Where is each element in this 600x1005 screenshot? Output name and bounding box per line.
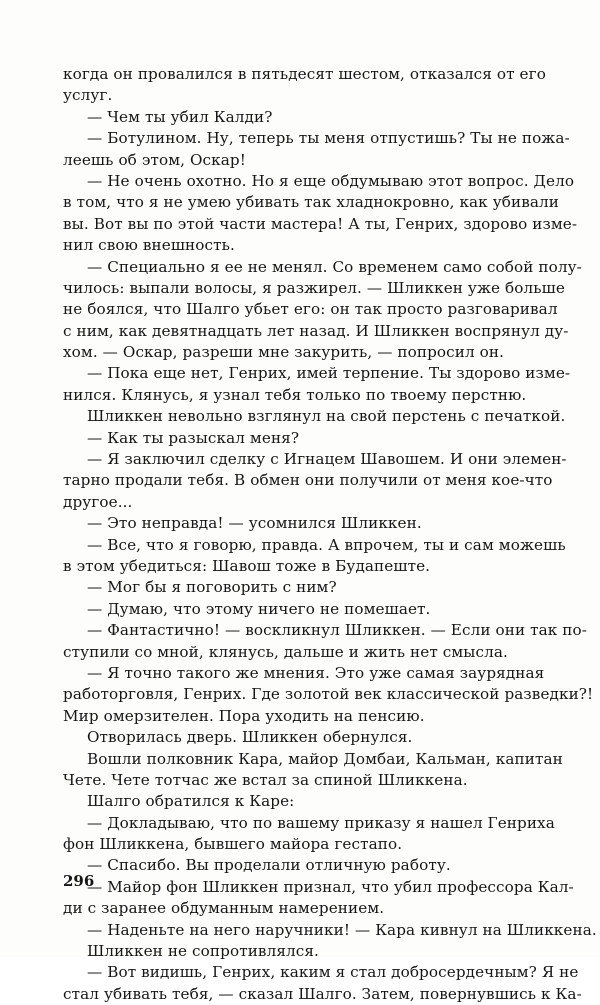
text-line: другое... bbox=[63, 492, 133, 511]
text-line: хом. — Оскар, разреши мне закурить, — попросил он. bbox=[63, 343, 505, 362]
text-line: ступили со мной, клянусь, дальше и жить нет смысла. bbox=[63, 642, 508, 661]
text-line: — Как ты разыскал меня? bbox=[87, 428, 300, 447]
text-line: — Докладываю, что по вашему приказу я нашел Генриха bbox=[87, 813, 555, 832]
text-line: вы. Вот вы по этой части мастера! А ты, Генрих, здорово изме- bbox=[63, 214, 578, 233]
text-line: — Это неправда! — усомнился Шликкен. bbox=[87, 514, 422, 533]
text-line: — Вот видишь, Генрих, каким я стал добросердечным? Я не bbox=[87, 963, 579, 982]
text-line: Мир омерзителен. Пора уходить на пенсию. bbox=[63, 706, 425, 725]
text-line: работорговля, Генрих. Где золотой век классической разведки?! bbox=[63, 685, 594, 704]
text-line: нился. Клянусь, я узнал тебя только по твоему перстню. bbox=[63, 385, 527, 404]
text-line: — Мог бы я поговорить с ним? bbox=[87, 578, 337, 597]
text-line: — Майор фон Шликкен признал, что убил профессора Кал- bbox=[87, 877, 574, 896]
text-line: Чете. Чете тотчас же встал за спиной Шликкена. bbox=[63, 770, 468, 789]
text-line: не боялся, что Шалго убьет его: он так просто разговаривал bbox=[63, 300, 558, 319]
text-line: — Думаю, что этому ничего не помешает. bbox=[87, 599, 431, 618]
text-line: в том, что я не умею убивать так хладнокровно, как убивали bbox=[63, 193, 559, 212]
text-line: услуг. bbox=[63, 86, 113, 105]
text-line: Шликкен не сопротивлялся. bbox=[87, 942, 319, 961]
text-line: — Все, что я говорю, правда. А впрочем, ты и сам можешь bbox=[87, 535, 566, 554]
text-line: леешь об этом, Оскар! bbox=[63, 150, 246, 169]
text-line: с ним, как девятнадцать лет назад. И Шликкен воспрянул ду- bbox=[63, 321, 569, 340]
text-line: — Ботулином. Ну, теперь ты меня отпустишь? Ты не пожа- bbox=[87, 129, 570, 148]
text-line: фон Шликкена, бывшего майора гестапо. bbox=[63, 835, 403, 854]
text-line: — Чем ты убил Калди? bbox=[87, 107, 273, 126]
text-line: — Не очень охотно. Но я еще обдумываю этот вопрос. Дело bbox=[87, 171, 575, 190]
page-body-text bbox=[63, 64, 597, 1005]
text-line: тарно продали тебя. В обмен они получили от меня кое-что bbox=[63, 471, 553, 490]
text-line: стал убивать тебя, — сказал Шалго. Затем, повернувшись к Ка- bbox=[63, 984, 582, 1003]
text-line: — Я заключил сделку с Игнацем Шавошем. И они элемен- bbox=[87, 450, 567, 469]
text-line: Вошли полковник Кара, майор Домбаи, Кальман, капитан bbox=[87, 749, 563, 768]
text-line: Шалго обратился к Каре: bbox=[87, 792, 295, 811]
text-line: — Пока еще нет, Генрих, имей терпение. Ты здорово изме- bbox=[87, 364, 571, 383]
text-line: — Фантастично! — воскликнул Шликкен. — Если они так по- bbox=[87, 621, 587, 640]
text-line: — Наденьте на него наручники! — Кара кивнул на Шликкена. bbox=[87, 920, 597, 939]
text-line: — Спасибо. Вы проделали отличную работу. bbox=[87, 856, 451, 875]
page-number: 296 bbox=[63, 872, 95, 890]
text-line: ди с заранее обдуманным намерением. bbox=[63, 899, 385, 918]
text-line: чилось: выпали волосы, я разжирел. — Шликкен уже больше bbox=[63, 278, 565, 297]
text-line: — Я точно такого же мнения. Это уже самая заурядная bbox=[87, 663, 545, 682]
text-line: нил свою внешность. bbox=[63, 236, 235, 255]
text-line: в этом убедиться: Шавош тоже в Будапеште. bbox=[63, 556, 431, 575]
text-line: Шликкен невольно взглянул на свой перстень с печаткой. bbox=[87, 407, 566, 426]
text-line: Отворилась дверь. Шликкен обернулся. bbox=[87, 728, 413, 747]
text-line: когда он провалился в пятьдесят шестом, отказался от его bbox=[63, 65, 546, 83]
text-line: — Специально я ее не менял. Со временем само собой полу- bbox=[87, 257, 582, 276]
